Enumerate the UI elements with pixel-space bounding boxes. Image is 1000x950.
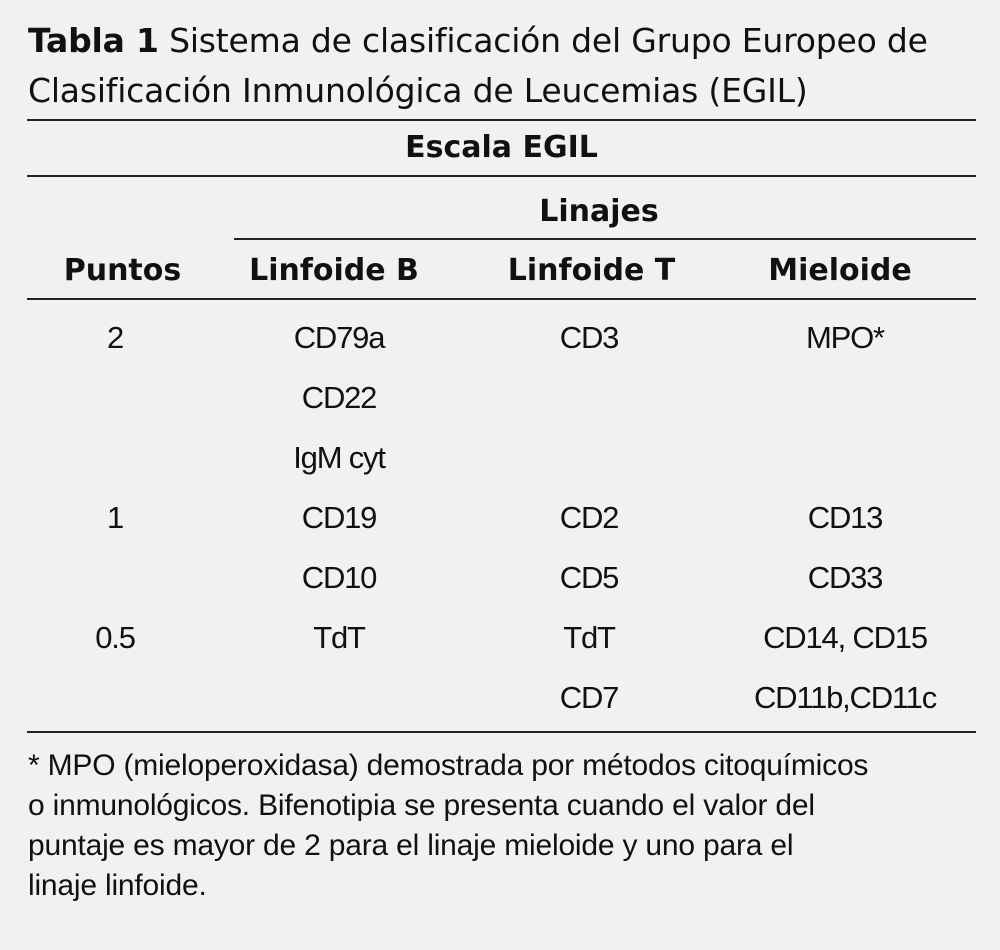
footnote-line-4: linaje linfoide. xyxy=(28,869,207,902)
table-row xyxy=(0,308,1000,368)
cell-linfoide-b: CD22 xyxy=(301,380,377,415)
cell-mieloide: CD13 xyxy=(807,500,883,535)
scale-heading: Escala EGIL xyxy=(405,130,598,165)
cell-linfoide-b: IgM cyt xyxy=(293,440,385,475)
table-row xyxy=(0,368,1000,428)
top-rule xyxy=(27,119,976,121)
cell-mieloide: CD11b,CD11c xyxy=(753,680,937,715)
cell-linfoide-t: CD2 xyxy=(559,500,619,535)
table-caption xyxy=(28,16,988,116)
table-body xyxy=(0,308,1000,728)
table-row xyxy=(0,668,1000,728)
cell-linfoide-t: CD5 xyxy=(559,560,619,595)
caption-label: Tabla 1 xyxy=(28,21,159,60)
cell-mieloide: CD33 xyxy=(807,560,883,595)
footnote-line-2: o inmunológicos. Bifenotipia se presenta cuando el valor del xyxy=(28,789,815,822)
caption-line-1 xyxy=(28,16,988,66)
lineage-rule xyxy=(234,238,976,240)
column-header-mieloide: Mieloide xyxy=(768,253,912,288)
caption-line-2: Clasificación Inmunológica de Leucemias (EGIL) xyxy=(28,71,808,110)
cell-linfoide-t: CD3 xyxy=(559,320,619,355)
table-row xyxy=(0,428,1000,488)
cell-puntos: 0.5 xyxy=(95,620,135,655)
cell-linfoide-t: CD7 xyxy=(559,680,619,715)
caption-text-1: Sistema de clasificación del Grupo Europeo de xyxy=(158,21,928,60)
cell-mieloide: MPO* xyxy=(806,320,884,355)
lineage-heading: Linajes xyxy=(539,194,659,229)
table-footnote xyxy=(28,746,983,906)
cell-mieloide: CD14, CD15 xyxy=(763,620,927,655)
cell-linfoide-b: CD79a xyxy=(293,320,385,355)
table-row xyxy=(0,488,1000,548)
cell-puntos: 1 xyxy=(106,500,124,535)
bottom-rule xyxy=(27,731,976,733)
cell-linfoide-b: TdT xyxy=(313,620,365,655)
scale-rule xyxy=(27,175,976,177)
column-header-linfoide-b: Linfoide B xyxy=(249,253,419,288)
table-row xyxy=(0,548,1000,608)
cell-linfoide-b: CD19 xyxy=(301,500,377,535)
footnote-line-1: * MPO (mieloperoxidasa) demostrada por métodos citoquímicos xyxy=(28,749,869,782)
header-rule xyxy=(27,298,976,300)
footnote-line-3: puntaje es mayor de 2 para el linaje mieloide y uno para el xyxy=(28,829,794,862)
table-row xyxy=(0,608,1000,668)
column-header-linfoide-t: Linfoide T xyxy=(507,253,676,288)
cell-puntos: 2 xyxy=(106,320,124,355)
column-header-puntos: Puntos xyxy=(63,253,182,288)
cell-linfoide-b: CD10 xyxy=(301,560,377,595)
cell-linfoide-t: TdT xyxy=(563,620,615,655)
